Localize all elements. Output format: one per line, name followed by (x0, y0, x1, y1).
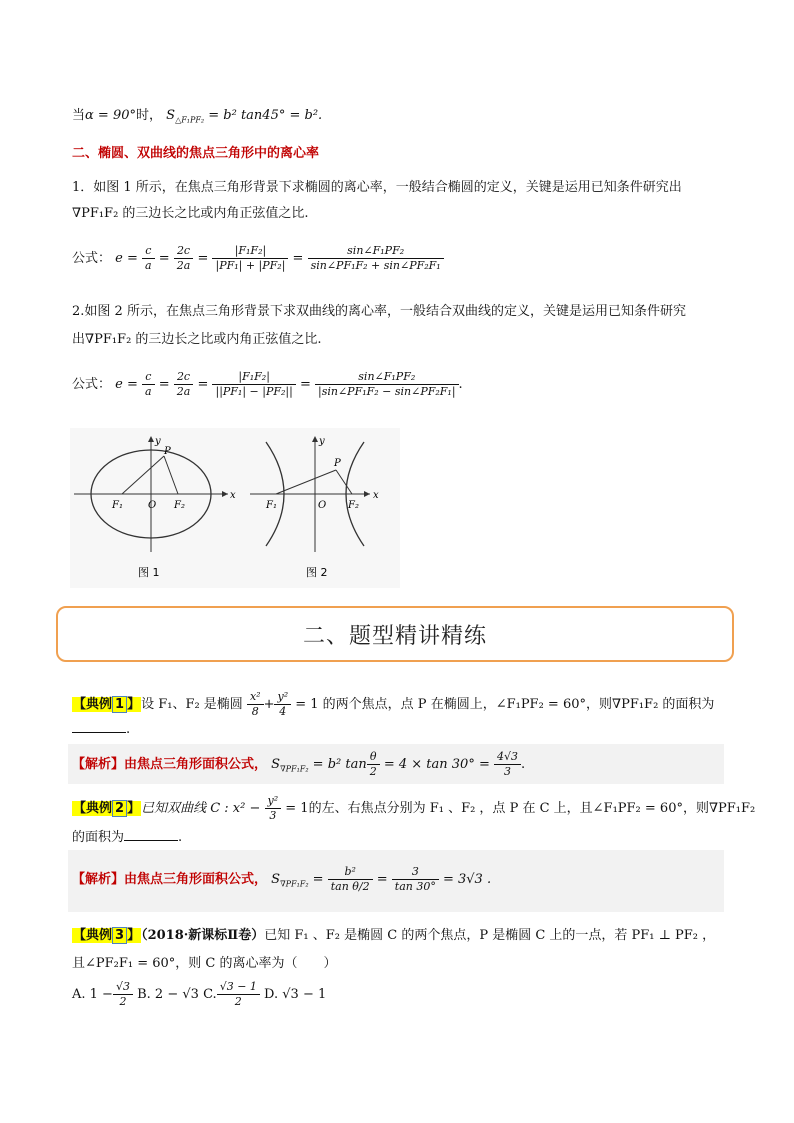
ex1-text-c: . (126, 722, 131, 737)
item1-f3-den: |PF₁| + |PF₂| (215, 259, 286, 272)
ex1-solution-label: 【解析】由焦点三角形面积公式， (72, 757, 268, 772)
fig1-x-label: x (230, 490, 236, 501)
section2-title: 二、椭圆、双曲线的焦点三角形中的离心率 (72, 146, 320, 161)
ex2-solution (72, 862, 491, 903)
item1-f1-num: c (142, 244, 155, 259)
ex2-t-num: 3 (392, 865, 439, 880)
ex2-question (72, 794, 755, 823)
ex1-sol-b: = b² tan (308, 757, 367, 772)
ex2-fy-num: y² (265, 794, 282, 809)
ex2-sol-b: = (308, 872, 324, 887)
item2-line1: 2.如图 2 所示，在焦点三角形背景下求双曲线的离心率，一般结合双曲线的定义，关键是运用已知条件研究 (72, 304, 686, 319)
ex2-text-d: . (178, 830, 183, 845)
item2-f4-num: sin∠F₁PF₂ (315, 370, 459, 385)
ex1-solution (72, 750, 525, 784)
ex1-sol-s: S (271, 757, 281, 772)
ex3-tag-text: 【典例 (73, 928, 113, 943)
fig1-o-label: O (148, 500, 157, 511)
fig1-f1-label: F₁ (112, 500, 123, 511)
ex3-tag (72, 928, 141, 943)
item1-line2: ∇PF₁F₂ 的三边长之比或内角正弦值之比. (72, 206, 309, 221)
fig2-p-label: P (334, 458, 341, 469)
fig2-caption: 图 2 (306, 566, 328, 579)
ex1-sol-c: = 4 × tan 30° = (379, 757, 490, 772)
fig2-f1-label: F₁ (266, 500, 277, 511)
ex1-fx-den: 8 (251, 705, 259, 718)
ex3-tag-end: 】 (127, 928, 141, 943)
ex1-fy-num: y² (274, 690, 291, 705)
ex2-t-den: tan 30° (394, 880, 436, 893)
item1-f4-den: sin∠PF₁F₂ + sin∠PF₂F₁ (310, 259, 441, 272)
item1-f4-num: sin∠F₁PF₂ (308, 244, 444, 259)
fig2-x-label: x (373, 490, 379, 501)
fig2-o-label: O (318, 500, 327, 511)
ex3-option-c-text: C. (203, 987, 217, 1002)
ex2-b-num: b² (328, 865, 373, 880)
ex3-option-c-den: 2 (234, 995, 242, 1008)
ex2-text-b: = 1的左、右焦点分别为 F₁ 、F₂ ，点 P 在 C 上，且∠F₁PF₂ = 60°，则∇PF₁F₂ (285, 801, 756, 816)
item2-f4-den: |sin∠PF₁F₂ − sin∠PF₂F₁| (318, 385, 456, 398)
ex1-answer-blank (72, 720, 126, 733)
ex1-tag (72, 697, 141, 712)
item2-f1-den: a (145, 385, 152, 398)
item2-formula-lhs: e = (115, 377, 138, 392)
ex1-ans-num: 4√3 (494, 750, 521, 765)
fig1-caption: 图 1 (138, 566, 160, 579)
ex3-option-a[interactable] (72, 980, 133, 1008)
ex1-theta-den: 2 (369, 765, 377, 778)
item2-formula: 公式： e = $\frac{c}{a}$ = $\frac{2c}{2a}$ = $\frac{\text{|F₁F₂|}}{\text{||PF₁| − |PF₂||}}$ = $\frac{\text{sin∠F₁PF₂}}{\text{|sin∠PF₁F₂ − sin∠PF₂F₁|}}$ . (72, 370, 463, 398)
item1-f3-num: |F₁F₂| (212, 244, 288, 259)
fig2-y-label: y (319, 436, 325, 447)
ex2-answer-blank (124, 828, 178, 841)
ex3-tag-num: 3 (112, 927, 127, 944)
item2-f1-num: c (142, 370, 155, 385)
ex2-sol-c: = (372, 872, 388, 887)
ex1-sol-sub: ∇PF₁F₂ (280, 764, 309, 774)
ex1-tag-num: 1 (112, 696, 127, 713)
intro-line (72, 106, 322, 131)
item2-f2-num: 2c (174, 370, 194, 385)
ex2-text-c: 的面积为 (72, 830, 125, 845)
intro-area: S (166, 108, 176, 123)
ex1-fx-num: x² (247, 690, 264, 705)
ex2-tag-num: 2 (112, 800, 127, 817)
ex2-tag-text: 【典例 (73, 801, 113, 816)
ex3-option-a-text: A. 1 − (72, 987, 113, 1002)
item1-formula: 公式： e = $\frac{c}{a}$ = $\frac{2c}{2a}$ = $\frac{\text{|F₁F₂|}}{\text{|PF₁| + |PF₂|}}$ = $\frac{\text{sin∠F₁PF₂}}{\text{sin∠PF₁F₂ + sin∠PF₂F₁}}$ (72, 244, 444, 274)
ex1-plus: + (263, 697, 275, 712)
ex2-tag (72, 801, 141, 816)
fig1-p-label: P (164, 446, 171, 457)
fig1-f2-label: F₂ (174, 500, 185, 511)
ex1-sol-end: . (521, 757, 526, 772)
intro-cond: α = 90° (85, 108, 136, 123)
ex1-fy-den: 4 (279, 705, 287, 718)
intro-mid: 时， (136, 108, 163, 123)
ex1-text-a: 设 F₁、F₂ 是椭圆 (141, 697, 243, 712)
item1-f2-num: 2c (174, 244, 194, 259)
fig1-y-label: y (155, 436, 161, 447)
ex3-options (72, 980, 326, 1010)
ex1-blank-line (72, 720, 130, 740)
item1-formula-label: 公式： (72, 251, 112, 266)
ex1-tag-end: 】 (127, 697, 141, 712)
ex3-option-c[interactable] (203, 980, 260, 1008)
intro-sub: △F₁PF₂ (175, 115, 205, 125)
ex3-option-a-den: 2 (119, 995, 127, 1008)
banner-title: 二、题型精讲精练 (302, 623, 487, 649)
ex3-source: （2018·新课标Ⅱ卷） (141, 928, 265, 943)
section-banner (56, 606, 734, 662)
intro-eq: = b² tan45° = b². (204, 108, 323, 123)
ex1-theta-num: θ (367, 750, 380, 765)
ex2-solution-label: 【解析】由焦点三角形面积公式， (72, 872, 268, 887)
ex2-tag-end: 】 (127, 801, 141, 816)
item2-f3-num: |F₁F₂| (212, 370, 295, 385)
ex2-sol-sub: ∇PF₁F₂ (280, 879, 309, 889)
ex3-text-a: 已知 F₁ 、F₂ 是椭圆 C 的两个焦点，P 是椭圆 C 上的一点，若 PF₁ ⊥ PF₂ ， (264, 928, 716, 943)
fig2-f2-label: F₂ (348, 500, 359, 511)
ex2-sol-s: S (271, 872, 281, 887)
ex3-option-b[interactable]: B. 2 − √3 (137, 987, 199, 1002)
ex1-text-b: = 1 的两个焦点，点 P 在椭圆上，∠F₁PF₂ = 60°，则∇PF₁F₂ 的面积为 (295, 697, 715, 712)
ex3-option-c-num: √3 − 1 (217, 980, 260, 995)
ex3-option-a-num: √3 (113, 980, 133, 995)
item1-f2-den: 2a (176, 259, 191, 272)
item2-line2: 出∇PF₁F₂ 的三边长之比或内角正弦值之比. (72, 332, 322, 347)
ex3-question-line1 (72, 926, 715, 946)
item1-formula-lhs: e = (115, 251, 138, 266)
ex3-option-d[interactable]: D. √3 − 1 (264, 987, 327, 1002)
item2-formula-label: 公式： (72, 377, 112, 392)
ex3-question-line2: 且∠PF₂F₁ = 60°，则 C 的离心率为（ ） (72, 956, 337, 971)
ex1-tag-text: 【典例 (73, 697, 113, 712)
ex2-sol-d: = 3√3 . (438, 872, 492, 887)
item1-f1-den: a (145, 259, 152, 272)
ex2-text-a: 已知双曲线 C : x² − (141, 801, 261, 816)
ex1-question (72, 690, 714, 719)
ex2-b-den: tan θ/2 (330, 880, 370, 893)
intro-prefix: 当 (72, 108, 86, 123)
item1-line1: 1．如图 1 所示，在焦点三角形背景下求椭圆的离心率，一般结合椭圆的定义，关键是运用已知条件研究出 (72, 180, 682, 195)
ex1-ans-den: 3 (504, 765, 511, 778)
conic-figures (70, 428, 400, 588)
ex2-fy-den: 3 (269, 809, 277, 822)
item2-f3-den: ||PF₁| − |PF₂|| (215, 385, 293, 398)
ex2-blank-line (72, 828, 182, 848)
item2-f2-den: 2a (176, 385, 191, 398)
